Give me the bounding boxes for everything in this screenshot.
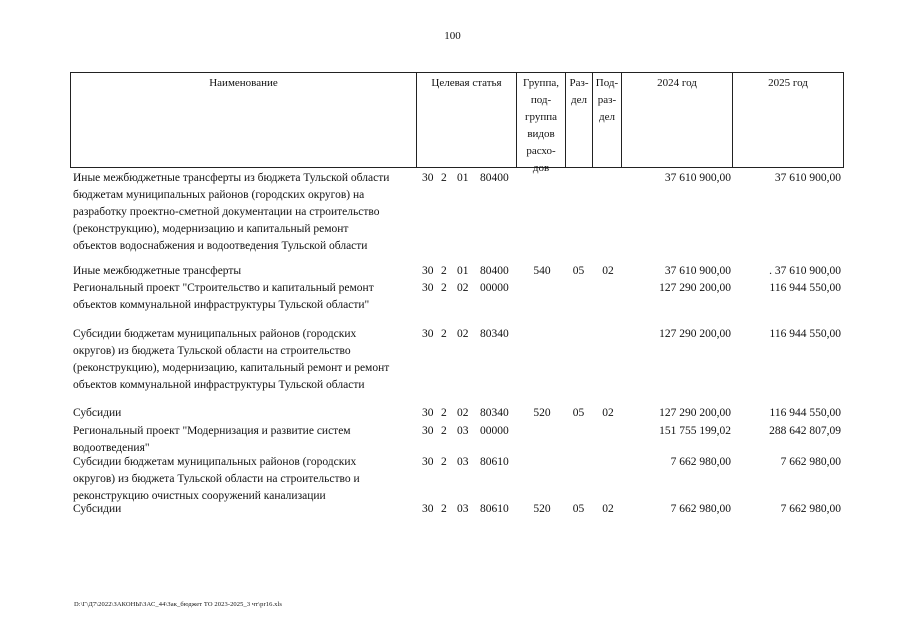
code-program: 30	[422, 172, 434, 184]
code-program: 30	[422, 328, 434, 340]
row-name-line: Иные межбюджетные трансферты из бюджета Тульской области	[73, 172, 390, 184]
group-code: 520	[533, 407, 551, 419]
row-name	[73, 501, 418, 518]
subsection-code: 02	[602, 265, 614, 277]
header-name: Наименование	[71, 73, 417, 167]
code-direction: 00000	[480, 282, 509, 294]
header-group-line: расхо-	[526, 145, 556, 157]
row-name-line: Региональный проект "Строительство и капитальный ремонт	[73, 282, 374, 294]
code-program: 30	[422, 456, 434, 468]
header-2025: 2025 год	[768, 77, 808, 89]
code-element: 03	[457, 425, 469, 437]
code-element: 02	[457, 407, 469, 419]
header-group-line: Группа,	[523, 77, 559, 89]
code-direction: 80400	[480, 172, 509, 184]
header-section-line: дел	[571, 94, 587, 106]
code-program: 30	[422, 503, 434, 515]
code-direction: 80400	[480, 265, 509, 277]
amount-2024: 7 662 980,00	[670, 456, 731, 468]
row-name-line: (реконструкцию), модернизацию и капитальный ремонт	[73, 223, 349, 235]
group-code: 520	[533, 503, 551, 515]
amount-2025: 116 944 550,00	[769, 407, 841, 419]
header-group	[517, 73, 566, 174]
amount-2025: 7 662 980,00	[780, 456, 841, 468]
amount-2025: 288 642 807,09	[769, 425, 841, 437]
row-name-line: бюджетам муниципальных районов (городских округов) на	[73, 189, 365, 201]
row-name	[73, 326, 418, 394]
group-code: 540	[533, 265, 551, 277]
code-element: 02	[457, 328, 469, 340]
amount-2025: 37 610 900,00	[774, 172, 841, 184]
amount-2025: . 37 610 900,00	[769, 265, 841, 277]
section-code: 05	[572, 503, 585, 515]
section-code: 05	[572, 265, 585, 277]
code-subprogram: 2	[441, 172, 447, 184]
row-name-line: округов) из бюджета Тульской области на строительство и	[73, 473, 360, 485]
code-subprogram: 2	[441, 456, 447, 468]
header-group-line: группа	[524, 111, 558, 123]
page-number: 100	[444, 30, 461, 42]
code-element: 03	[457, 503, 469, 515]
code-program: 30	[422, 407, 434, 419]
amount-2025: 7 662 980,00	[780, 503, 841, 515]
row-name-line: водоотведения"	[73, 442, 150, 454]
header-2024: 2024 год	[622, 73, 733, 167]
section-code: 05	[572, 407, 585, 419]
header-subsection-line: раз-	[597, 94, 617, 106]
header-subsection	[593, 73, 622, 167]
row-name-line: объектов водоснабжения и водоотведения Тульской области	[73, 240, 368, 252]
amount-2024: 37 610 900,00	[664, 172, 731, 184]
code-element: 02	[457, 282, 469, 294]
code-element: 01	[457, 265, 469, 277]
header-group-line: видов	[527, 128, 555, 140]
code-subprogram: 2	[441, 503, 447, 515]
code-direction: 80340	[480, 328, 509, 340]
amount-2024: 127 290 200,00	[659, 407, 731, 419]
row-name-line: объектов коммунальной инфраструктуры Тульской области	[73, 379, 365, 391]
row-name-line: Субсидии бюджетам муниципальных районов (городских	[73, 456, 357, 468]
row-name-line: Региональный проект "Модернизация и развитие систем	[73, 425, 351, 437]
code-subprogram: 2	[441, 425, 447, 437]
code-element: 01	[457, 172, 469, 184]
row-name-line: разработку проектно-сметной документации на строительство	[73, 206, 380, 218]
row-name	[73, 280, 418, 314]
code-program: 30	[422, 265, 434, 277]
row-name-line: Субсидии бюджетам муниципальных районов (городских	[73, 328, 357, 340]
code-direction: 80610	[480, 503, 509, 515]
amount-2024: 127 290 200,00	[659, 328, 731, 340]
code-program: 30	[422, 425, 434, 437]
code-subprogram: 2	[441, 282, 447, 294]
amount-2024: 151 755 199,02	[659, 425, 731, 437]
row-name	[73, 263, 418, 280]
code-element: 03	[457, 456, 469, 468]
row-name	[73, 405, 418, 422]
row-name-line: Иные межбюджетные трансферты	[73, 265, 242, 277]
code-direction: 80340	[480, 407, 509, 419]
subsection-code: 02	[602, 407, 614, 419]
code-direction: 80610	[480, 456, 509, 468]
code-program: 30	[422, 282, 434, 294]
header-section	[566, 73, 593, 167]
amount-2024: 127 290 200,00	[659, 282, 731, 294]
code-subprogram: 2	[441, 328, 447, 340]
amount-2024: 37 610 900,00	[664, 265, 731, 277]
header-subsection-line: Под-	[595, 77, 619, 89]
subsection-code: 02	[602, 503, 614, 515]
header-target: Целевая статья	[417, 73, 517, 167]
row-name-line: реконструкцию очистных сооружений канализации	[73, 490, 326, 502]
header-subsection-line: дел	[599, 111, 615, 123]
amount-2025: 116 944 550,00	[769, 282, 841, 294]
file-path: D:\Г\Д7\2022\ЗАКОНЫ\ЗАС_44\Зак_бюджет ТО 2023-2025_3 чт\pr16.xls	[74, 601, 283, 608]
row-name-line: округов) из бюджета Тульской области на строительство	[73, 345, 351, 357]
row-name	[73, 170, 418, 255]
amount-2025: 116 944 550,00	[769, 328, 841, 340]
row-name-line: Субсидии	[73, 503, 122, 515]
table-header	[70, 72, 844, 174]
header-group-line: дов	[532, 162, 550, 174]
code-subprogram: 2	[441, 265, 447, 277]
row-name	[73, 454, 418, 505]
header-group-line: под-	[530, 94, 552, 106]
code-subprogram: 2	[441, 407, 447, 419]
amount-2024: 7 662 980,00	[670, 503, 731, 515]
row-name-line: Субсидии	[73, 407, 122, 419]
row-name	[73, 423, 418, 457]
header-section-line: Раз-	[569, 77, 589, 89]
row-name-line: объектов коммунальной инфраструктуры Тульской области"	[73, 299, 370, 311]
code-direction: 00000	[480, 425, 509, 437]
row-name-line: (реконструкцию), модернизацию, капитальный ремонт и ремонт	[73, 362, 390, 374]
